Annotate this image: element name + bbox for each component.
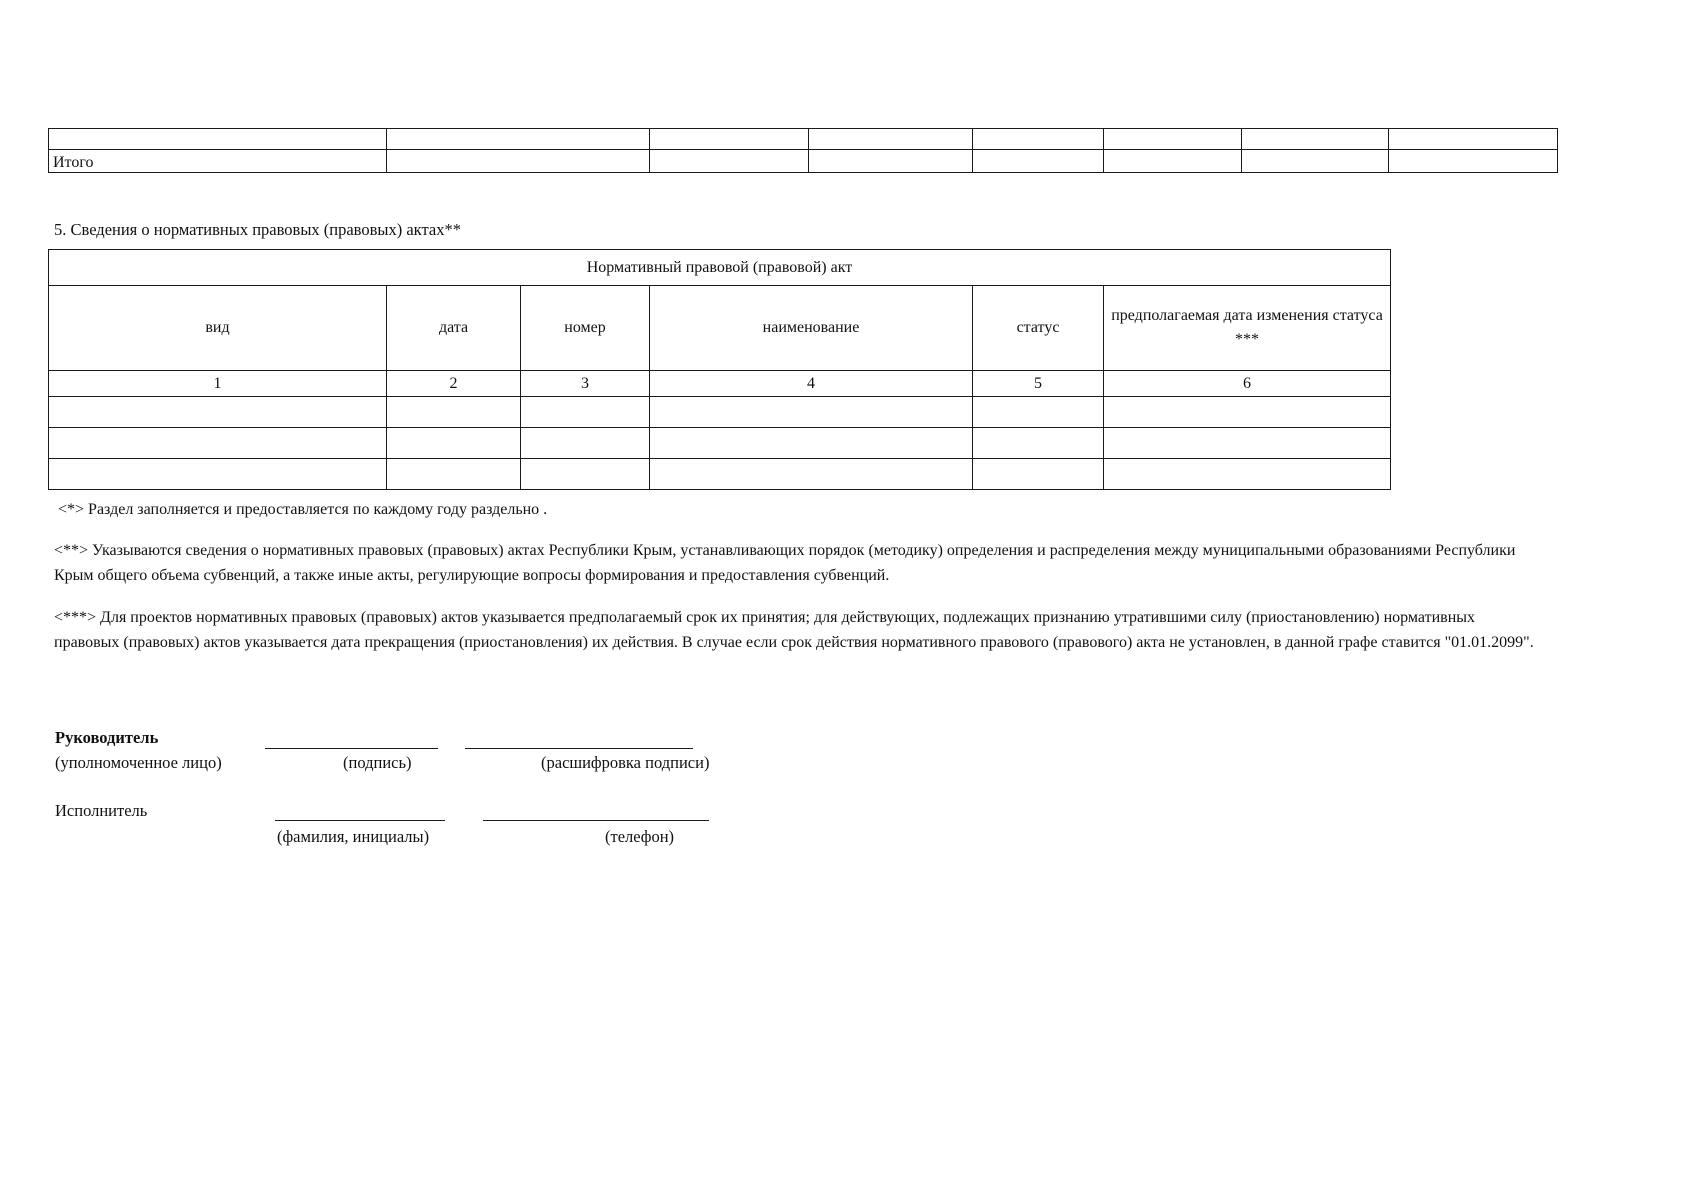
column-header-status: статус [973,286,1104,371]
column-number: 5 [973,371,1104,397]
table-cell [387,428,521,459]
total-label: Итого [49,150,387,173]
table-cell [809,150,973,173]
table-cell [973,428,1104,459]
table-cell [809,129,973,150]
table-cell [973,459,1104,490]
phone-caption: (телефон) [605,827,675,846]
table-cell [49,129,387,150]
table-cell [973,397,1104,428]
footnote-2: <**> Указываются сведения о нормативных правовых (правовых) актах Республики Крым, устанавливающих порядок (методику) определения и распределения между муниципальными образованиями Республики Крым общего объема субвенций, а также иные акты, регулирующие вопросы формирования и предоставления субвенций. [54,542,1516,584]
table-cell [49,397,387,428]
column-number: 2 [387,371,521,397]
table-row [49,129,1558,150]
column-number: 4 [650,371,973,397]
table-cell [1389,150,1558,173]
column-number: 6 [1104,371,1391,397]
table-cell [49,428,387,459]
table-cell [387,150,650,173]
table-cell [1104,397,1391,428]
head-sub-label: (уполномоченное лицо) [55,753,222,772]
table-cell [521,428,650,459]
name-caption: (фамилия, инициалы) [277,827,430,846]
table-cell [650,129,809,150]
head-label: Руководитель [55,728,159,747]
table-cell [650,150,809,173]
table-cell [1104,150,1242,173]
normative-acts-table [48,249,1391,490]
table-cell [387,459,521,490]
footnote-1: <*> Раздел заполняется и предоставляется по каждому году раздельно . [58,501,548,518]
table-cell [973,129,1104,150]
table-row [49,397,1391,428]
column-header-number: номер [521,286,650,371]
table-cell [1104,129,1242,150]
table-cell [49,459,387,490]
signature-caption: (подпись) [343,753,412,772]
column-number: 3 [521,371,650,397]
table-cell [650,459,973,490]
table-row [49,428,1391,459]
executor-label: Исполнитель [55,801,148,820]
table-cell [1389,129,1558,150]
acts-header: Нормативный правовой (правовой) акт [49,250,1391,286]
table-cell [521,459,650,490]
table-cell [650,397,973,428]
column-headers-row [49,286,1391,371]
table-row [49,459,1391,490]
column-header-name: наименование [650,286,973,371]
table-cell [387,129,650,150]
total-row [49,150,1558,173]
table-cell [521,397,650,428]
table-cell [1242,150,1389,173]
previous-section-table [48,128,1558,173]
footnote-3: <***> Для проектов нормативных правовых (правовых) актов указывается предполагаемый срок их принятия; для действующих, подлежащих признанию утратившими силу (приостановлению) нормативных правовых (правовых) актов указывается дата прекращения (приостановления) их действия. В случае если срок действия нормативного правового (правового) акта не установлен, в данной графе ставится "01.01.2099". [54,609,1534,651]
column-number: 1 [49,371,387,397]
decoding-line [465,748,693,749]
phone-line [483,820,709,821]
column-header-kind: вид [49,286,387,371]
table-cell [1242,129,1389,150]
name-line [275,820,445,821]
table-header-row [49,250,1391,286]
signature-line [265,748,438,749]
column-header-status-change-date: предполагаемая дата изменения статуса *** [1104,286,1391,371]
table-cell [650,428,973,459]
table-cell [1104,428,1391,459]
column-header-date: дата [387,286,521,371]
section-title: 5. Сведения о нормативных правовых (правовых) актах** [54,220,461,239]
table-cell [387,397,521,428]
decoding-caption: (расшифровка подписи) [541,753,710,772]
column-numbers-row [49,371,1391,397]
table-cell [973,150,1104,173]
table-cell [1104,459,1391,490]
